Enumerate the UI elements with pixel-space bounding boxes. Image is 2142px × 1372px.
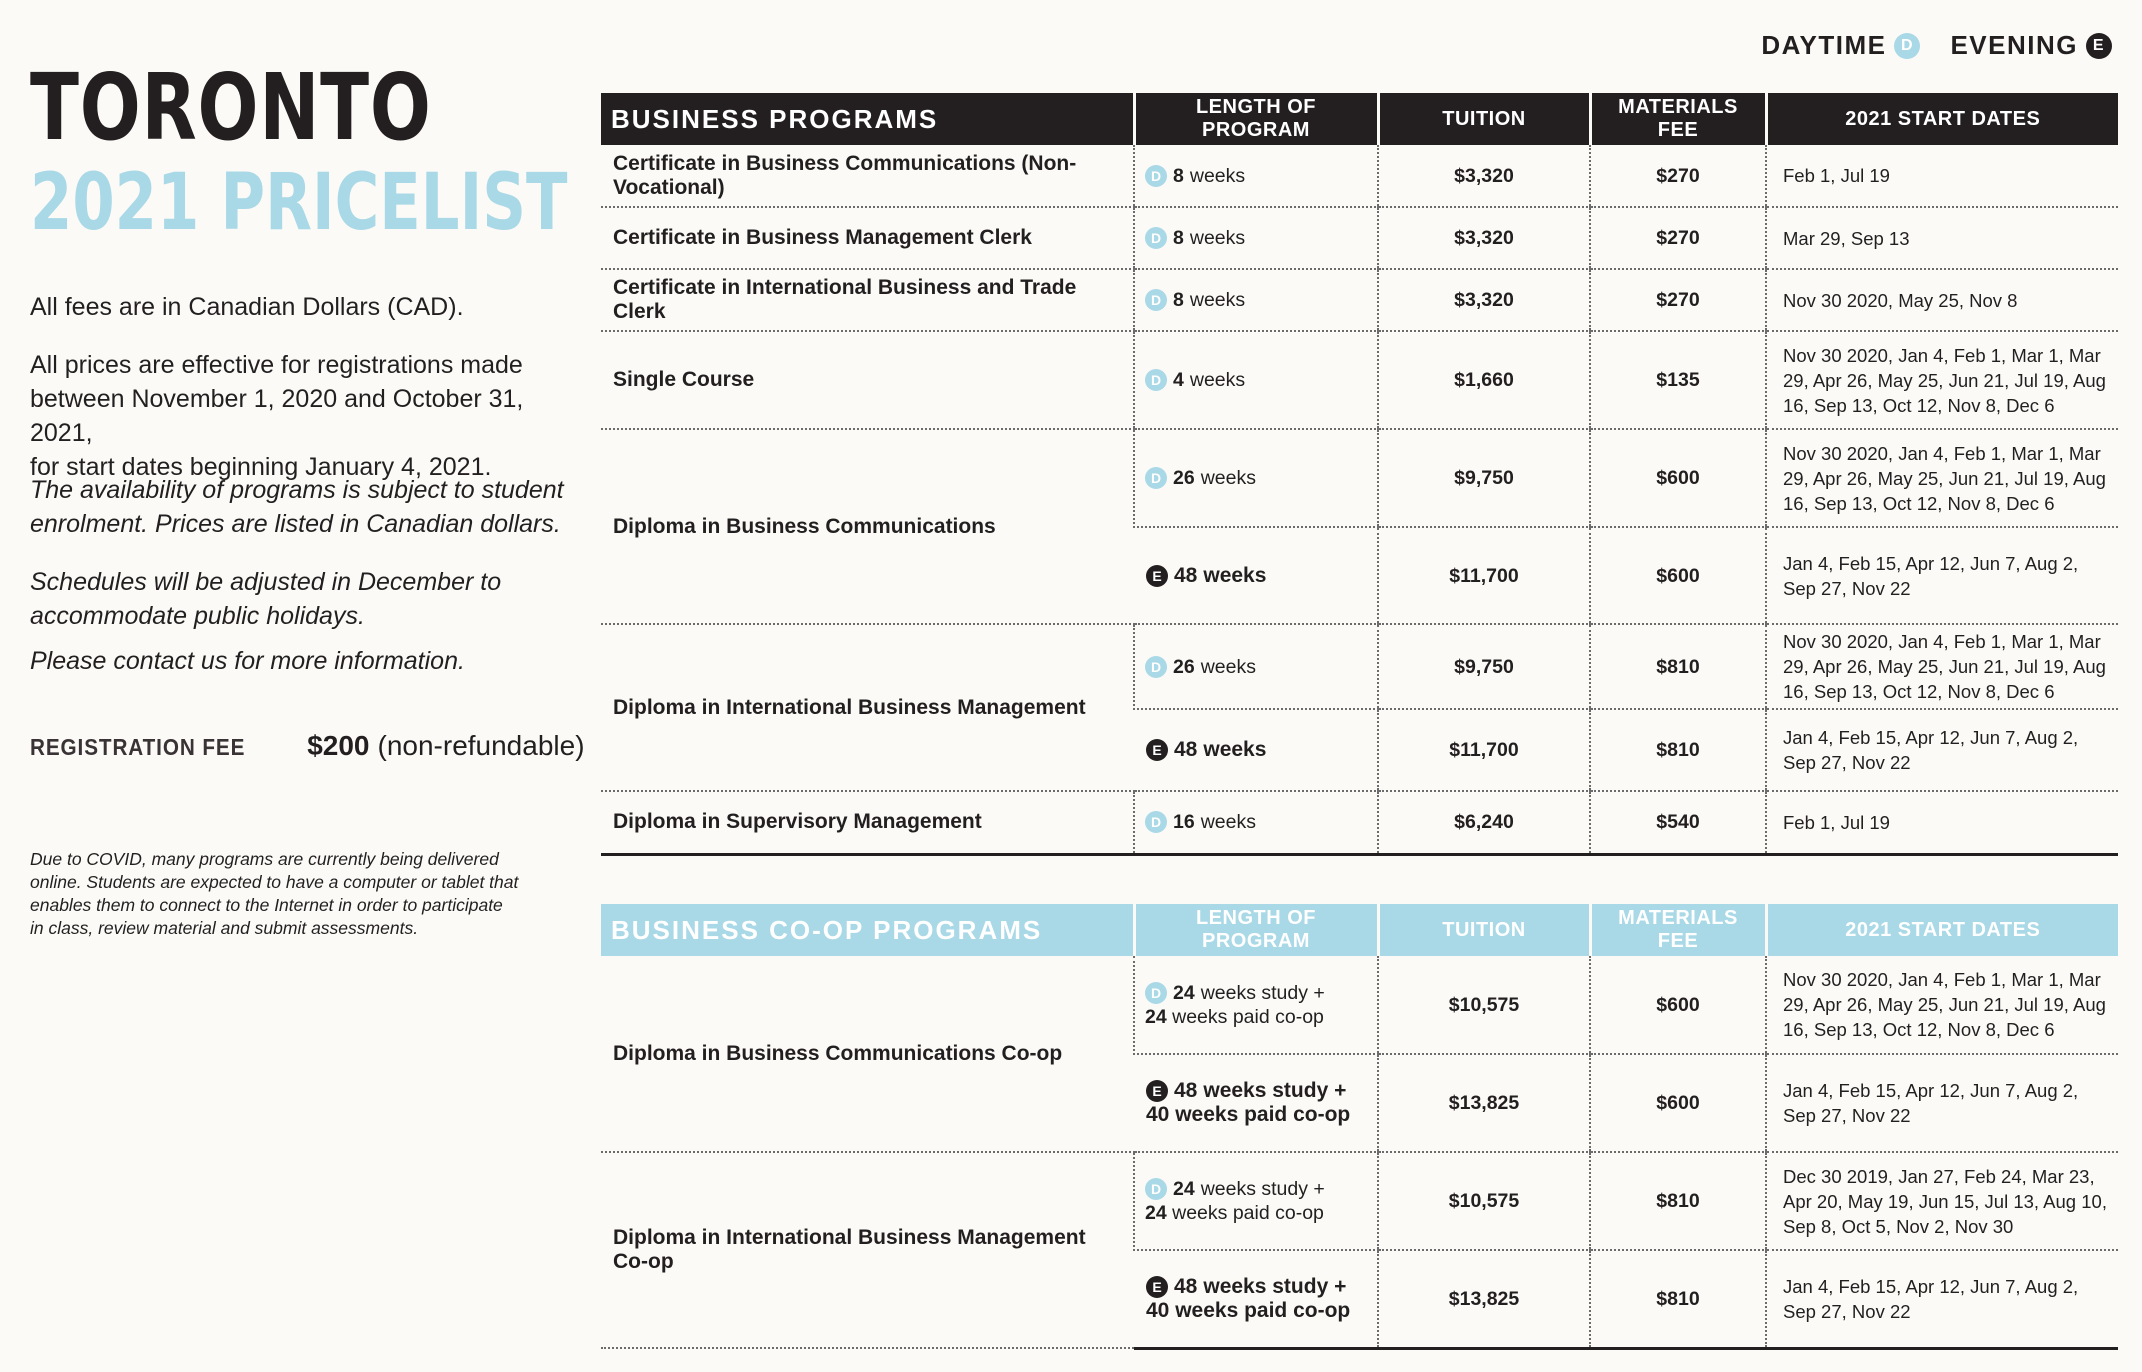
program-length: E 48 weeks [1134,709,1378,791]
tuition-value: $1,660 [1378,331,1590,429]
col-header-materials: MATERIALS FEE [1590,904,1766,956]
program-length: E 48 weeks study + 40 weeks paid co-op [1134,1054,1378,1152]
evening-badge-icon: E [1146,739,1168,761]
col-header-program: BUSINESS CO-OP PROGRAMS [601,904,1134,956]
daytime-badge-icon: D [1145,369,1167,391]
program-length: D 26 weeks [1134,624,1378,709]
col-header-length: LENGTH OF PROGRAM [1134,904,1378,956]
start-dates: Nov 30 2020, May 25, Nov 8 [1766,269,2118,331]
materials-fee-value: $270 [1590,269,1766,331]
col-header-materials: MATERIALS FEE [1590,93,1766,145]
business-programs-table [601,93,2118,856]
schedule-legend [1761,30,2112,61]
program-name: Diploma in Supervisory Management [601,791,1134,854]
tuition-value: $10,575 [1378,1152,1590,1250]
tuition-value: $9,750 [1378,429,1590,527]
materials-fee-value: $270 [1590,145,1766,207]
table-header-row [601,93,2118,145]
program-name: Certificate in Business Communications (Non-Vocational) [601,145,1134,207]
start-dates: Feb 1, Jul 19 [1766,791,2118,854]
materials-fee-value: $540 [1590,791,1766,854]
covid-note: Due to COVID, many programs are currently being delivered online. Students are expected to have a computer or tablet that enables them to connect to the Internet in order to participate in class, review material and submit assessments. [30,849,519,938]
legend-evening: EVENING E [1950,30,2112,61]
tuition-value: $3,320 [1378,145,1590,207]
program-length: D 4 weeks [1134,331,1378,429]
start-dates: Jan 4, Feb 15, Apr 12, Jun 7, Aug 2, Sep 27, Nov 22 [1766,709,2118,791]
daytime-badge-icon: D [1145,165,1167,187]
tuition-value: $13,825 [1378,1250,1590,1348]
table-row [601,429,2118,527]
evening-badge-icon: E [1146,1276,1168,1298]
start-dates: Jan 4, Feb 15, Apr 12, Jun 7, Aug 2, Sep 27, Nov 22 [1766,1054,2118,1152]
table-row [601,1152,2118,1250]
daytime-badge-icon: D [1145,811,1167,833]
tuition-value: $6,240 [1378,791,1590,854]
materials-fee-value: $600 [1590,956,1766,1054]
table-row [601,145,2118,207]
program-name: Diploma in Business Communications [601,429,1134,624]
daytime-badge-icon: D [1145,982,1167,1004]
start-dates: Dec 30 2019, Jan 27, Feb 24, Mar 23, Apr 20, May 19, Jun 15, Jul 13, Aug 10, Sep 8, Oct 5, Nov 2, Nov 30 [1766,1152,2118,1250]
program-name: Single Course [601,331,1134,429]
page-subtitle: 2021 PRICELIST [30,158,568,248]
program-name: Diploma in Business Communications Co-op [601,956,1134,1152]
materials-fee-value: $600 [1590,527,1766,624]
col-header-tuition: TUITION [1378,904,1590,956]
materials-fee-value: $810 [1590,1250,1766,1348]
materials-fee-value: $810 [1590,624,1766,709]
availability-note: The availability of programs is subject to student enrolment. Prices are listed in Canadian dollars. [30,476,564,538]
start-dates: Jan 4, Feb 15, Apr 12, Jun 7, Aug 2, Sep 27, Nov 22 [1766,1250,2118,1348]
materials-fee-value: $600 [1590,1054,1766,1152]
evening-badge-icon: E [2086,33,2112,59]
tuition-value: $10,575 [1378,956,1590,1054]
table-row [601,207,2118,269]
daytime-badge-icon: D [1145,467,1167,489]
schedule-note: Schedules will be adjusted in December to accommodate public holidays. [30,568,502,630]
start-dates: Feb 1, Jul 19 [1766,145,2118,207]
materials-fee-value: $810 [1590,709,1766,791]
materials-fee-value: $600 [1590,429,1766,527]
tuition-value: $13,825 [1378,1054,1590,1152]
table-header-row [601,904,2118,956]
evening-badge-icon: E [1146,565,1168,587]
tuition-value: $11,700 [1378,709,1590,791]
table-row [601,956,2118,1054]
start-dates: Jan 4, Feb 15, Apr 12, Jun 7, Aug 2, Sep 27, Nov 22 [1766,527,2118,624]
registration-fee-amount: $200 [307,730,370,761]
program-length: D 8 weeks [1134,207,1378,269]
daytime-badge-icon: D [1145,289,1167,311]
coop-programs-table [601,904,2118,1350]
start-dates: Nov 30 2020, Jan 4, Feb 1, Mar 1, Mar 29, Apr 26, May 25, Jun 21, Jul 19, Aug 16, Sep 13, Oct 12, Nov 8, Dec 6 [1766,331,2118,429]
daytime-badge-icon: D [1145,656,1167,678]
program-length: D 26 weeks [1134,429,1378,527]
effective-dates-note: All prices are effective for registrations made between November 1, 2020 and October 31, 2021, for start dates beginning January 4, 2021. [30,351,524,481]
registration-fee-label: REGISTRATION FEE [30,734,246,760]
program-length: E 48 weeks [1134,527,1378,624]
materials-fee-value: $270 [1590,207,1766,269]
evening-badge-icon: E [1146,1080,1168,1102]
materials-fee-value: $810 [1590,1152,1766,1250]
contact-note: Please contact us for more information. [30,647,465,675]
col-header-tuition: TUITION [1378,93,1590,145]
program-length: D 24 weeks study + 24 weeks paid co-op [1134,956,1378,1054]
tuition-value: $3,320 [1378,207,1590,269]
col-header-start-dates: 2021 START DATES [1766,93,2118,145]
registration-fee [30,730,585,762]
start-dates: Nov 30 2020, Jan 4, Feb 1, Mar 1, Mar 29, Apr 26, May 25, Jun 21, Jul 19, Aug 16, Sep 13, Oct 12, Nov 8, Dec 6 [1766,624,2118,709]
program-name: Certificate in Business Management Clerk [601,207,1134,269]
col-header-start-dates: 2021 START DATES [1766,904,2118,956]
program-length: E 48 weeks study + 40 weeks paid co-op [1134,1250,1378,1348]
table-row [601,269,2118,331]
daytime-badge-icon: D [1145,227,1167,249]
program-length: D 24 weeks study + 24 weeks paid co-op [1134,1152,1378,1250]
table-row [601,791,2118,854]
start-dates: Nov 30 2020, Jan 4, Feb 1, Mar 1, Mar 29, Apr 26, May 25, Jun 21, Jul 19, Aug 16, Sep 13, Oct 12, Nov 8, Dec 6 [1766,956,2118,1054]
col-header-length: LENGTH OF PROGRAM [1134,93,1378,145]
legend-daytime: DAYTIME D [1761,30,1920,61]
program-length: D 8 weeks [1134,269,1378,331]
program-length: D 8 weeks [1134,145,1378,207]
start-dates: Nov 30 2020, Jan 4, Feb 1, Mar 1, Mar 29, Apr 26, May 25, Jun 21, Jul 19, Aug 16, Sep 13, Oct 12, Nov 8, Dec 6 [1766,429,2118,527]
daytime-badge-icon: D [1894,33,1920,59]
program-name: Diploma in International Business Management [601,624,1134,791]
col-header-program: BUSINESS PROGRAMS [601,93,1134,145]
program-name: Certificate in International Business and Trade Clerk [601,269,1134,331]
table-row [601,331,2118,429]
daytime-badge-icon: D [1145,1178,1167,1200]
page-title: TORONTO [30,54,432,161]
program-length: D 16 weeks [1134,791,1378,854]
tuition-value: $9,750 [1378,624,1590,709]
materials-fee-value: $135 [1590,331,1766,429]
program-name: Diploma in International Business Management Co-op [601,1152,1134,1348]
table-row [601,624,2118,709]
registration-fee-note: (non-refundable) [377,730,585,761]
tuition-value: $3,320 [1378,269,1590,331]
tuition-value: $11,700 [1378,527,1590,624]
currency-note: All fees are in Canadian Dollars (CAD). [30,293,464,321]
start-dates: Mar 29, Sep 13 [1766,207,2118,269]
